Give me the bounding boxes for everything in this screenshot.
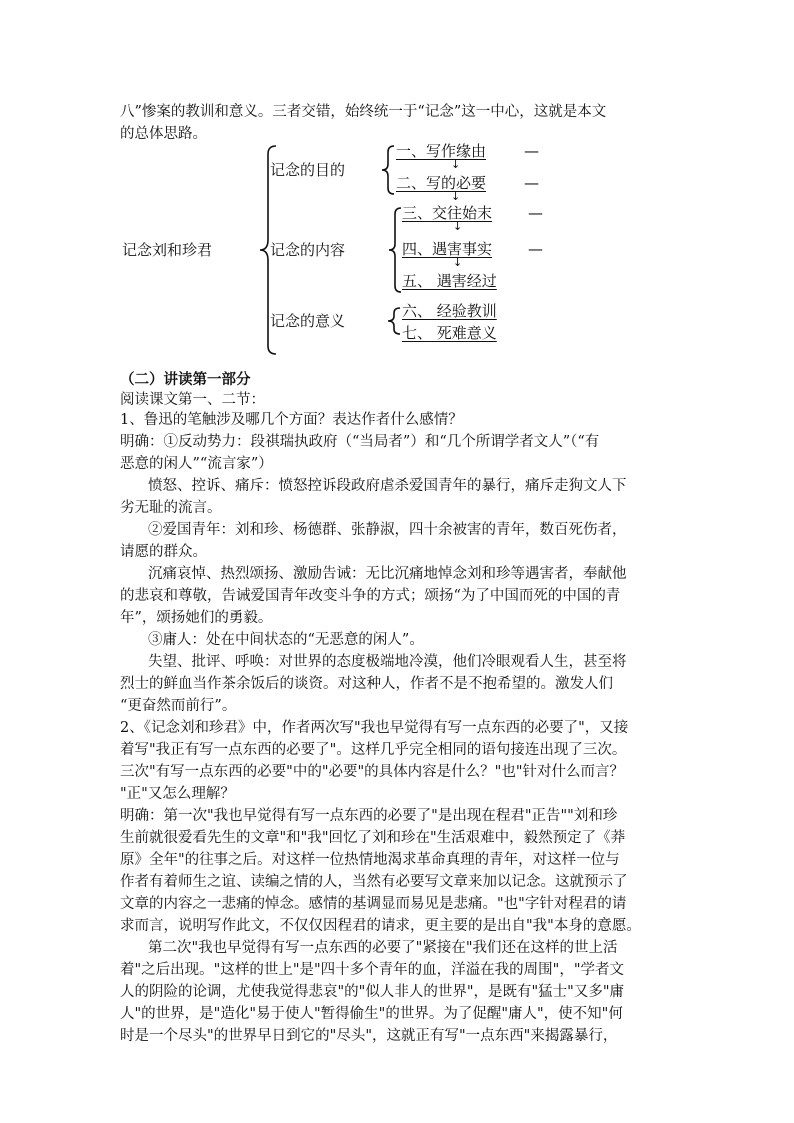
diagram-item-4: 四、遇害事实 — [402, 240, 493, 258]
answer-line: 生前就很爱看先生的文章"和"我"回忆了刘和珍在"生活艰难中，毅然预定了《莽 — [120, 830, 626, 846]
diagram-dash-2: — — [524, 174, 539, 192]
diagram-item-2: 二、写的必要 — [396, 174, 487, 192]
diagram-item-7: 七、 死难意义 — [402, 324, 497, 342]
question-1: 1、鲁迅的笔触涉及哪几个方面？表达作者什么感情？ — [120, 412, 463, 428]
answer-line: “更奋然而前行”。 — [120, 698, 237, 714]
diagram-item-1: 一、写作缘由 — [396, 142, 487, 160]
diagram-root: 记念刘和珍君 — [122, 241, 213, 259]
diagram-dash-3: — — [528, 204, 543, 222]
answer-line: 人的阴险的论调，尤使我觉得悲哀"的"似人非人的世界"，是既有"猛士"又多"庸 — [120, 984, 625, 1000]
answer-line: ②爱国青年：刘和珍、杨德群、张静淑，四十余被害的青年，数百死伤者， — [148, 522, 627, 538]
question-2-line: "正"又怎么理解？ — [120, 786, 235, 802]
answer-line: 劣无耻的流言。 — [120, 500, 222, 516]
arrow-down-icon: ↓ — [453, 220, 463, 233]
answer-line: 文章的内容之一悲痛的悼念。感情的基调显而易见是悲痛。"也"字针对程君的请 — [120, 896, 627, 912]
answer-line: 烈士的鲜血当作茶余饭后的谈资。对这种人，作者不是不抱希望的。激发人们 — [120, 676, 613, 692]
group-label-content: 记念的内容 — [270, 241, 346, 259]
arrow-down-icon: ↓ — [453, 256, 463, 269]
arrow-down-icon: ↓ — [451, 158, 461, 171]
diagram-dash-1: — — [524, 142, 539, 160]
answer-line: 年”，颂扬她们的勇毅。 — [120, 610, 273, 626]
answer-line: 作者有着师生之谊、读编之情的人，当然有必要写文章来加以记念。这就预示了 — [120, 874, 628, 890]
group-label-purpose: 记念的目的 — [270, 161, 346, 179]
answer-line: 第二次"我也早觉得有写一点东西的必要了"紧接在"我们还在这样的世上活 — [148, 940, 618, 956]
answer-line: ③庸人：处在中间状态的“无恶意的闲人”。 — [148, 632, 424, 648]
reading-instruction: 阅读课文第一、二节： — [120, 392, 265, 408]
diagram-item-6: 六、 经验教训 — [402, 302, 497, 320]
answer-line: 人"的世界，是"造化"易于使人"暂得偷生"的世界。为了促醒"庸人"，使不知"何 — [120, 1006, 623, 1022]
answer-line: 求而言，说明写作此文，不仅仅因程君的请求，更主要的是出自"我"本身的意愿。 — [120, 918, 641, 934]
answer-line: 时是一个尽头"的世界早日到它的"尽头"，这就正有写"一点东西"来揭露暴行， — [120, 1028, 618, 1044]
answer-line: 愤怒、控诉、痛斥：愤怒控诉段政府虐杀爱国青年的暴行，痛斥走狗文人下 — [148, 478, 627, 494]
answer-line: 恶意的闲人”“流言家”） — [120, 456, 273, 472]
answer-line: 原》全年"的往事之后。对这样一位热情地渴求革命真理的青年，对这样一位与 — [120, 852, 620, 868]
answer-line: 沉痛哀悼、热烈颂扬、激励告诫：无比沉痛地悼念刘和珍等遇害者，奉献他 — [148, 566, 627, 582]
answer-line: 明确：①反动势力：段祺瑞执政府（“当局者”）和“几个所谓学者文人”（“有 — [120, 434, 600, 450]
intro-line-2: 的总体思路。 — [120, 126, 207, 142]
answer-line: 请愿的群众。 — [120, 544, 207, 560]
section-heading: （二）讲读第一部分 — [120, 371, 251, 388]
answer-line: 明确：第一次"我也早觉得有写一点东西的必要了"是出现在程君"正告""刘和珍 — [120, 808, 618, 824]
intro-line-1: 八”惨案的教训和意义。三者交错，始终统一于“记念”这一中心，这就是本文 — [120, 104, 607, 120]
question-2-line: 三次"有写一点东西的必要"中的"必要"的具体内容是什么？"也"针对什么而言？ — [120, 764, 625, 780]
diagram-item-3: 三、交往始末 — [402, 204, 493, 222]
answer-line: 失望、批评、呼唤：对世界的态度极端地冷漠，他们冷眼观看人生，甚至将 — [148, 654, 627, 670]
structure-diagram — [118, 140, 558, 362]
group-label-meaning: 记念的意义 — [270, 312, 346, 330]
diagram-item-5: 五、 遇害经过 — [402, 272, 497, 290]
question-2: 2、《记念刘和珍君》中，作者两次写"我也早觉得有写一点东西的必要了"，又接 — [120, 720, 629, 736]
question-2-line: 着写"我正有写一点东西的必要了"。这样几乎完全相同的语句接连出现了三次。 — [120, 742, 627, 758]
answer-line: 着"之后出现。"这样的世上"是"四十多个青年的血，洋溢在我的周围"，"学者文 — [120, 962, 625, 978]
arrow-down-icon: ↓ — [451, 190, 461, 203]
diagram-dash-4: — — [528, 240, 543, 258]
answer-line: 的悲哀和尊敬，告诫爱国青年改变斗争的方式；颂扬“为了中国而死的中国的青 — [120, 588, 621, 604]
